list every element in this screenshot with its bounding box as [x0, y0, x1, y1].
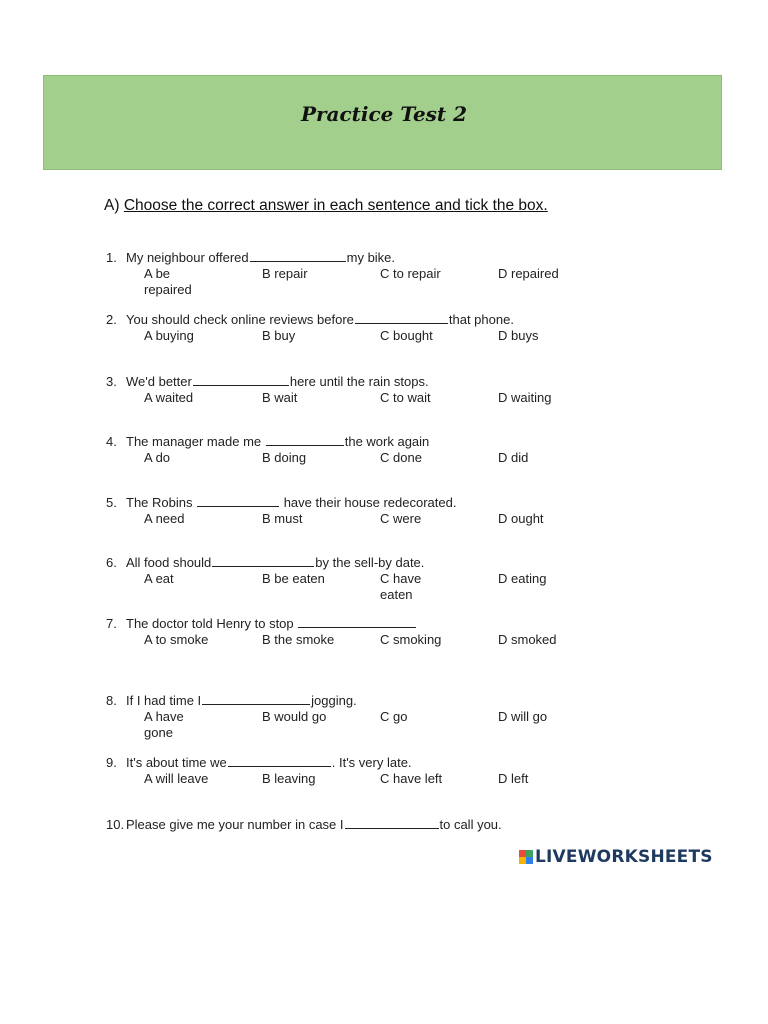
question-number: 7. — [106, 616, 117, 631]
question-text-before: If I had time I — [126, 693, 202, 708]
question-number: 9. — [106, 755, 117, 770]
answer-blank[interactable] — [266, 433, 344, 446]
logo-text: LIVEWORKSHEETS — [535, 847, 713, 867]
option-b[interactable]: B doing — [262, 450, 307, 465]
page-title: Practice Test 2 — [300, 102, 468, 126]
question-number: 8. — [106, 693, 117, 708]
instruction-text: Choose the correct answer in each sentence and tick the box. — [123, 197, 548, 214]
option-b[interactable]: B must — [262, 511, 303, 526]
question-text — [106, 311, 514, 327]
question-number: 2. — [106, 312, 117, 327]
option-a[interactable]: A eat — [144, 571, 174, 586]
logo-mark-icon — [519, 850, 533, 864]
option-b[interactable]: B the smoke — [262, 632, 335, 647]
option-b[interactable]: B be eaten — [262, 571, 325, 586]
question-text-after: by the sell-by date. — [315, 555, 425, 570]
question-number: 1. — [106, 250, 117, 265]
question-text-after: to call you. — [439, 817, 502, 832]
question-text-before: It's about time we — [126, 755, 227, 770]
option-a[interactable]: A need — [144, 511, 185, 526]
answer-blank[interactable] — [345, 816, 439, 829]
option-d[interactable]: D repaired — [498, 266, 559, 281]
option-b[interactable]: B repair — [262, 266, 308, 281]
logo-mark-square-3 — [519, 857, 526, 864]
option-c[interactable]: C to wait — [380, 390, 431, 405]
question-number: 10. — [106, 817, 125, 832]
answer-blank[interactable] — [202, 692, 310, 705]
option-c[interactable]: C were — [380, 511, 422, 526]
option-d[interactable]: D eating — [498, 571, 547, 586]
option-a[interactable]: A to smoke — [144, 632, 209, 647]
option-d[interactable]: D waiting — [498, 390, 552, 405]
option-b[interactable]: B wait — [262, 390, 298, 405]
instruction-prefix: A) — [104, 197, 124, 214]
question-number: 5. — [106, 495, 117, 510]
question-text-before: We'd better — [126, 374, 192, 389]
question-text — [106, 433, 429, 449]
option-d[interactable]: D buys — [498, 328, 539, 343]
answer-blank[interactable] — [355, 311, 448, 324]
question-text — [106, 692, 357, 708]
question-text-after: my bike. — [346, 250, 396, 265]
question-text-before: The manager made me — [126, 434, 265, 449]
question-text — [106, 494, 456, 510]
logo-mark-square-2 — [526, 850, 533, 857]
option-d[interactable]: D will go — [498, 709, 548, 724]
answer-blank[interactable] — [212, 554, 314, 567]
option-c[interactable]: C have left — [380, 771, 443, 786]
question-text — [106, 554, 424, 570]
option-b[interactable]: B leaving — [262, 771, 316, 786]
option-c[interactable]: C done — [380, 450, 422, 465]
question-text — [106, 816, 502, 832]
question-text-before: The Robins — [126, 495, 197, 510]
option-d[interactable]: D smoked — [498, 632, 557, 647]
answer-blank[interactable] — [193, 373, 289, 386]
answer-blank[interactable] — [228, 754, 331, 767]
question-text-after: jogging. — [311, 693, 357, 708]
option-c[interactable]: C go — [380, 709, 408, 724]
question-text-after: the work again — [344, 434, 430, 449]
option-a[interactable]: A will leave — [144, 771, 209, 786]
liveworksheets-logo — [519, 847, 713, 867]
answer-blank[interactable] — [298, 615, 416, 628]
question-text — [106, 615, 417, 631]
question-text-after: . It's very late. — [331, 755, 412, 770]
question-text-after: here until the rain stops. — [289, 374, 429, 389]
option-d[interactable]: D did — [498, 450, 529, 465]
question-text-before: Please give me your number in case I — [126, 817, 344, 832]
question-text-before: You should check online reviews before — [126, 312, 354, 327]
option-c[interactable]: C to repair — [380, 266, 441, 281]
option-a[interactable]: A buying — [144, 328, 194, 343]
option-b[interactable]: B would go — [262, 709, 327, 724]
logo-mark-square-4 — [526, 857, 533, 864]
option-c[interactable]: C smoking — [380, 632, 442, 647]
option-a[interactable]: A waited — [144, 390, 194, 405]
option-a[interactable]: A be repaired — [144, 266, 192, 297]
answer-blank[interactable] — [197, 494, 279, 507]
question-text-before: The doctor told Henry to stop — [126, 616, 298, 631]
question-text — [106, 373, 429, 389]
option-c[interactable]: C bought — [380, 328, 433, 343]
option-c[interactable]: C have eaten — [380, 571, 422, 602]
option-d[interactable]: D ought — [498, 511, 544, 526]
option-a[interactable]: A do — [144, 450, 171, 465]
question-number: 3. — [106, 374, 117, 389]
question-text-before: My neighbour offered — [126, 250, 249, 265]
option-d[interactable]: D left — [498, 771, 529, 786]
question-number: 4. — [106, 434, 117, 449]
question-text-before: All food should — [126, 555, 212, 570]
question-text — [106, 754, 412, 770]
instruction — [104, 197, 548, 215]
answer-blank[interactable] — [250, 249, 346, 262]
question-text — [106, 249, 395, 265]
question-number: 6. — [106, 555, 117, 570]
question-text-after: have their house redecorated. — [280, 495, 457, 510]
logo-mark-square-1 — [519, 850, 526, 857]
option-b[interactable]: B buy — [262, 328, 296, 343]
question-text-after: that phone. — [448, 312, 514, 327]
option-a[interactable]: A have gone — [144, 709, 184, 740]
